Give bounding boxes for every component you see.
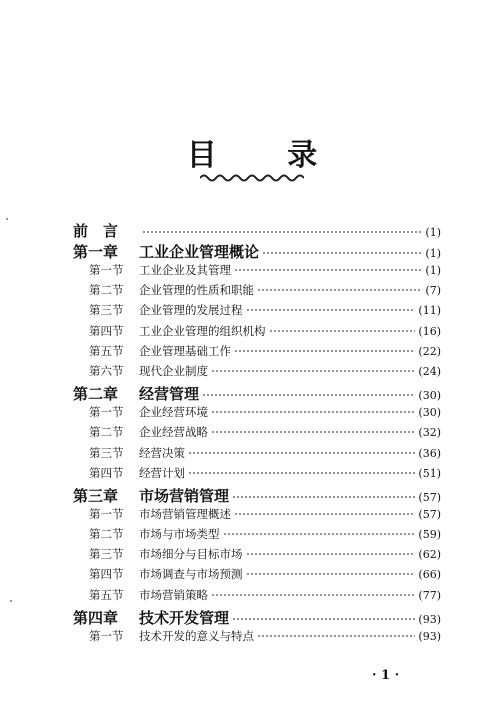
toc-entry-number: 第二节 bbox=[89, 425, 124, 440]
toc-leader-dots bbox=[232, 618, 415, 620]
toc-entry-number: 第四节 bbox=[89, 567, 124, 582]
toc-leader-dots bbox=[211, 411, 415, 413]
toc-entry-number: 第四节 bbox=[89, 323, 124, 338]
toc-entry-title: 经营管理 bbox=[139, 385, 200, 404]
toc-entry-title: 经营决策 bbox=[139, 445, 185, 460]
toc-leader-dots bbox=[223, 533, 416, 535]
toc-entry-title: 工业企业管理的组织机构 bbox=[139, 323, 266, 338]
toc-leader-dots bbox=[269, 330, 416, 332]
toc-entry-title: 工业企业管理概论 bbox=[139, 243, 260, 261]
toc-entry-title: 企业管理基础工作 bbox=[139, 343, 231, 358]
toc-leader-dots bbox=[142, 231, 422, 233]
scan-speck bbox=[10, 600, 12, 602]
toc-entry-page: (77) bbox=[418, 588, 441, 602]
toc-entry-number: 第二节 bbox=[89, 283, 124, 298]
scan-speck bbox=[6, 218, 8, 220]
toc-section-row[interactable] bbox=[73, 506, 441, 526]
toc-entry-page: (1) bbox=[425, 247, 441, 260]
toc-entry-title: 市场营销管理概述 bbox=[139, 506, 231, 521]
toc-entry-title: 经营计划 bbox=[139, 465, 185, 480]
table-of-contents bbox=[73, 220, 441, 648]
toc-entry-page: (93) bbox=[418, 612, 441, 626]
toc-leader-dots bbox=[234, 513, 415, 515]
toc-entry-number: 第一章 bbox=[73, 243, 119, 261]
toc-entry-page: (57) bbox=[418, 490, 441, 504]
page-number: · 1 · bbox=[372, 668, 400, 683]
toc-section-row[interactable] bbox=[73, 424, 441, 444]
toc-entry-page: (32) bbox=[418, 426, 441, 440]
toc-entry-title: 市场营销管理 bbox=[139, 486, 230, 505]
toc-section-row[interactable] bbox=[73, 363, 441, 383]
toc-entry-page: (62) bbox=[418, 548, 441, 562]
toc-leader-dots bbox=[232, 496, 415, 498]
toc-entry-title: 市场调查与市场预测 bbox=[139, 567, 243, 582]
toc-entry-page: (7) bbox=[425, 284, 441, 298]
toc-section-row[interactable] bbox=[73, 628, 441, 648]
toc-chapter-row[interactable] bbox=[73, 241, 441, 262]
toc-entry-number: 第一节 bbox=[89, 405, 124, 420]
toc-section-row[interactable] bbox=[73, 302, 441, 322]
toc-entry-page: (30) bbox=[418, 389, 441, 403]
toc-entry-page: (1) bbox=[425, 226, 441, 239]
toc-entry-number: 第一节 bbox=[89, 506, 124, 521]
toc-leader-dots bbox=[211, 431, 415, 433]
toc-leader-dots bbox=[211, 370, 415, 372]
toc-entry-title: 市场细分与目标市场 bbox=[139, 547, 243, 562]
toc-leader-dots bbox=[234, 269, 422, 271]
page-title: 目 录 bbox=[186, 138, 348, 173]
toc-chapter-row[interactable] bbox=[73, 485, 441, 506]
toc-section-row[interactable] bbox=[73, 404, 441, 424]
toc-chapter-row[interactable] bbox=[73, 607, 441, 628]
toc-chapter-row[interactable] bbox=[73, 383, 441, 404]
toc-leader-dots bbox=[234, 350, 415, 352]
toc-entry-number: 第三节 bbox=[89, 303, 124, 318]
toc-entry-title: 现代企业制度 bbox=[139, 363, 208, 378]
toc-entry-page: (57) bbox=[418, 507, 441, 521]
toc-entry-title: 企业经营环境 bbox=[139, 405, 208, 420]
toc-entry-page: (66) bbox=[418, 568, 441, 582]
toc-entry-number: 第一节 bbox=[89, 263, 124, 277]
toc-entry-page: (30) bbox=[418, 406, 441, 420]
toc-leader-dots bbox=[188, 452, 415, 454]
toc-entry-number: 第五节 bbox=[89, 343, 124, 358]
toc-entry-title: 企业经营战略 bbox=[139, 425, 208, 440]
toc-entry-title: 技术开发管理 bbox=[139, 608, 230, 627]
toc-entry-number: 第三章 bbox=[73, 486, 119, 505]
toc-entry-title: 企业管理的性质和职能 bbox=[139, 283, 254, 298]
toc-entry-number: 第三节 bbox=[89, 547, 124, 562]
toc-entry-title: 企业管理的发展过程 bbox=[139, 303, 243, 318]
toc-entry-title: 市场营销策略 bbox=[139, 587, 208, 602]
title-ornament bbox=[200, 173, 304, 183]
toc-leader-dots bbox=[202, 394, 415, 396]
toc-section-row[interactable] bbox=[73, 445, 441, 465]
toc-entry-page: (24) bbox=[418, 364, 441, 378]
toc-section-row[interactable] bbox=[73, 343, 441, 363]
toc-section-row[interactable] bbox=[73, 526, 441, 546]
toc-leader-dots bbox=[188, 472, 415, 474]
toc-entry-title: 工业企业及其管理 bbox=[139, 263, 231, 277]
toc-entry-number: 第二节 bbox=[89, 527, 124, 542]
toc-entry-page: (59) bbox=[418, 528, 441, 542]
toc-entry-number: 第四节 bbox=[89, 465, 124, 480]
toc-leader-dots bbox=[211, 594, 415, 596]
toc-entry-number: 第五节 bbox=[89, 587, 124, 602]
toc-entry-page: (11) bbox=[418, 304, 441, 318]
toc-entry-page: (22) bbox=[418, 344, 441, 358]
toc-entry-number: 前 言 bbox=[73, 222, 119, 240]
toc-section-row[interactable] bbox=[73, 262, 441, 282]
toc-entry-number: 第一节 bbox=[89, 628, 124, 643]
toc-leader-dots bbox=[262, 252, 422, 254]
toc-entry-number: 第六节 bbox=[89, 363, 124, 378]
toc-entry-number: 第四章 bbox=[73, 608, 119, 627]
toc-section-row[interactable] bbox=[73, 566, 441, 586]
toc-chapter-row[interactable] bbox=[73, 220, 441, 241]
toc-section-row[interactable] bbox=[73, 587, 441, 607]
toc-section-row[interactable] bbox=[73, 465, 441, 485]
toc-section-row[interactable] bbox=[73, 282, 441, 302]
toc-entry-number: 第二章 bbox=[73, 385, 119, 404]
toc-entry-page: (36) bbox=[418, 446, 441, 460]
toc-entry-page: (16) bbox=[418, 324, 441, 338]
toc-section-row[interactable] bbox=[73, 546, 441, 566]
toc-entry-page: (51) bbox=[418, 466, 441, 480]
toc-entry-title: 市场与市场类型 bbox=[139, 527, 220, 542]
toc-leader-dots bbox=[257, 635, 415, 637]
toc-leader-dots bbox=[246, 553, 416, 555]
toc-entry-number: 第三节 bbox=[89, 445, 124, 460]
toc-entry-page: (1) bbox=[425, 264, 441, 277]
toc-leader-dots bbox=[246, 573, 416, 575]
toc-entry-page: (93) bbox=[418, 629, 441, 643]
toc-leader-dots bbox=[257, 289, 422, 291]
toc-entry-title: 技术开发的意义与特点 bbox=[139, 628, 254, 643]
toc-section-row[interactable] bbox=[73, 323, 441, 343]
toc-leader-dots bbox=[246, 309, 416, 311]
